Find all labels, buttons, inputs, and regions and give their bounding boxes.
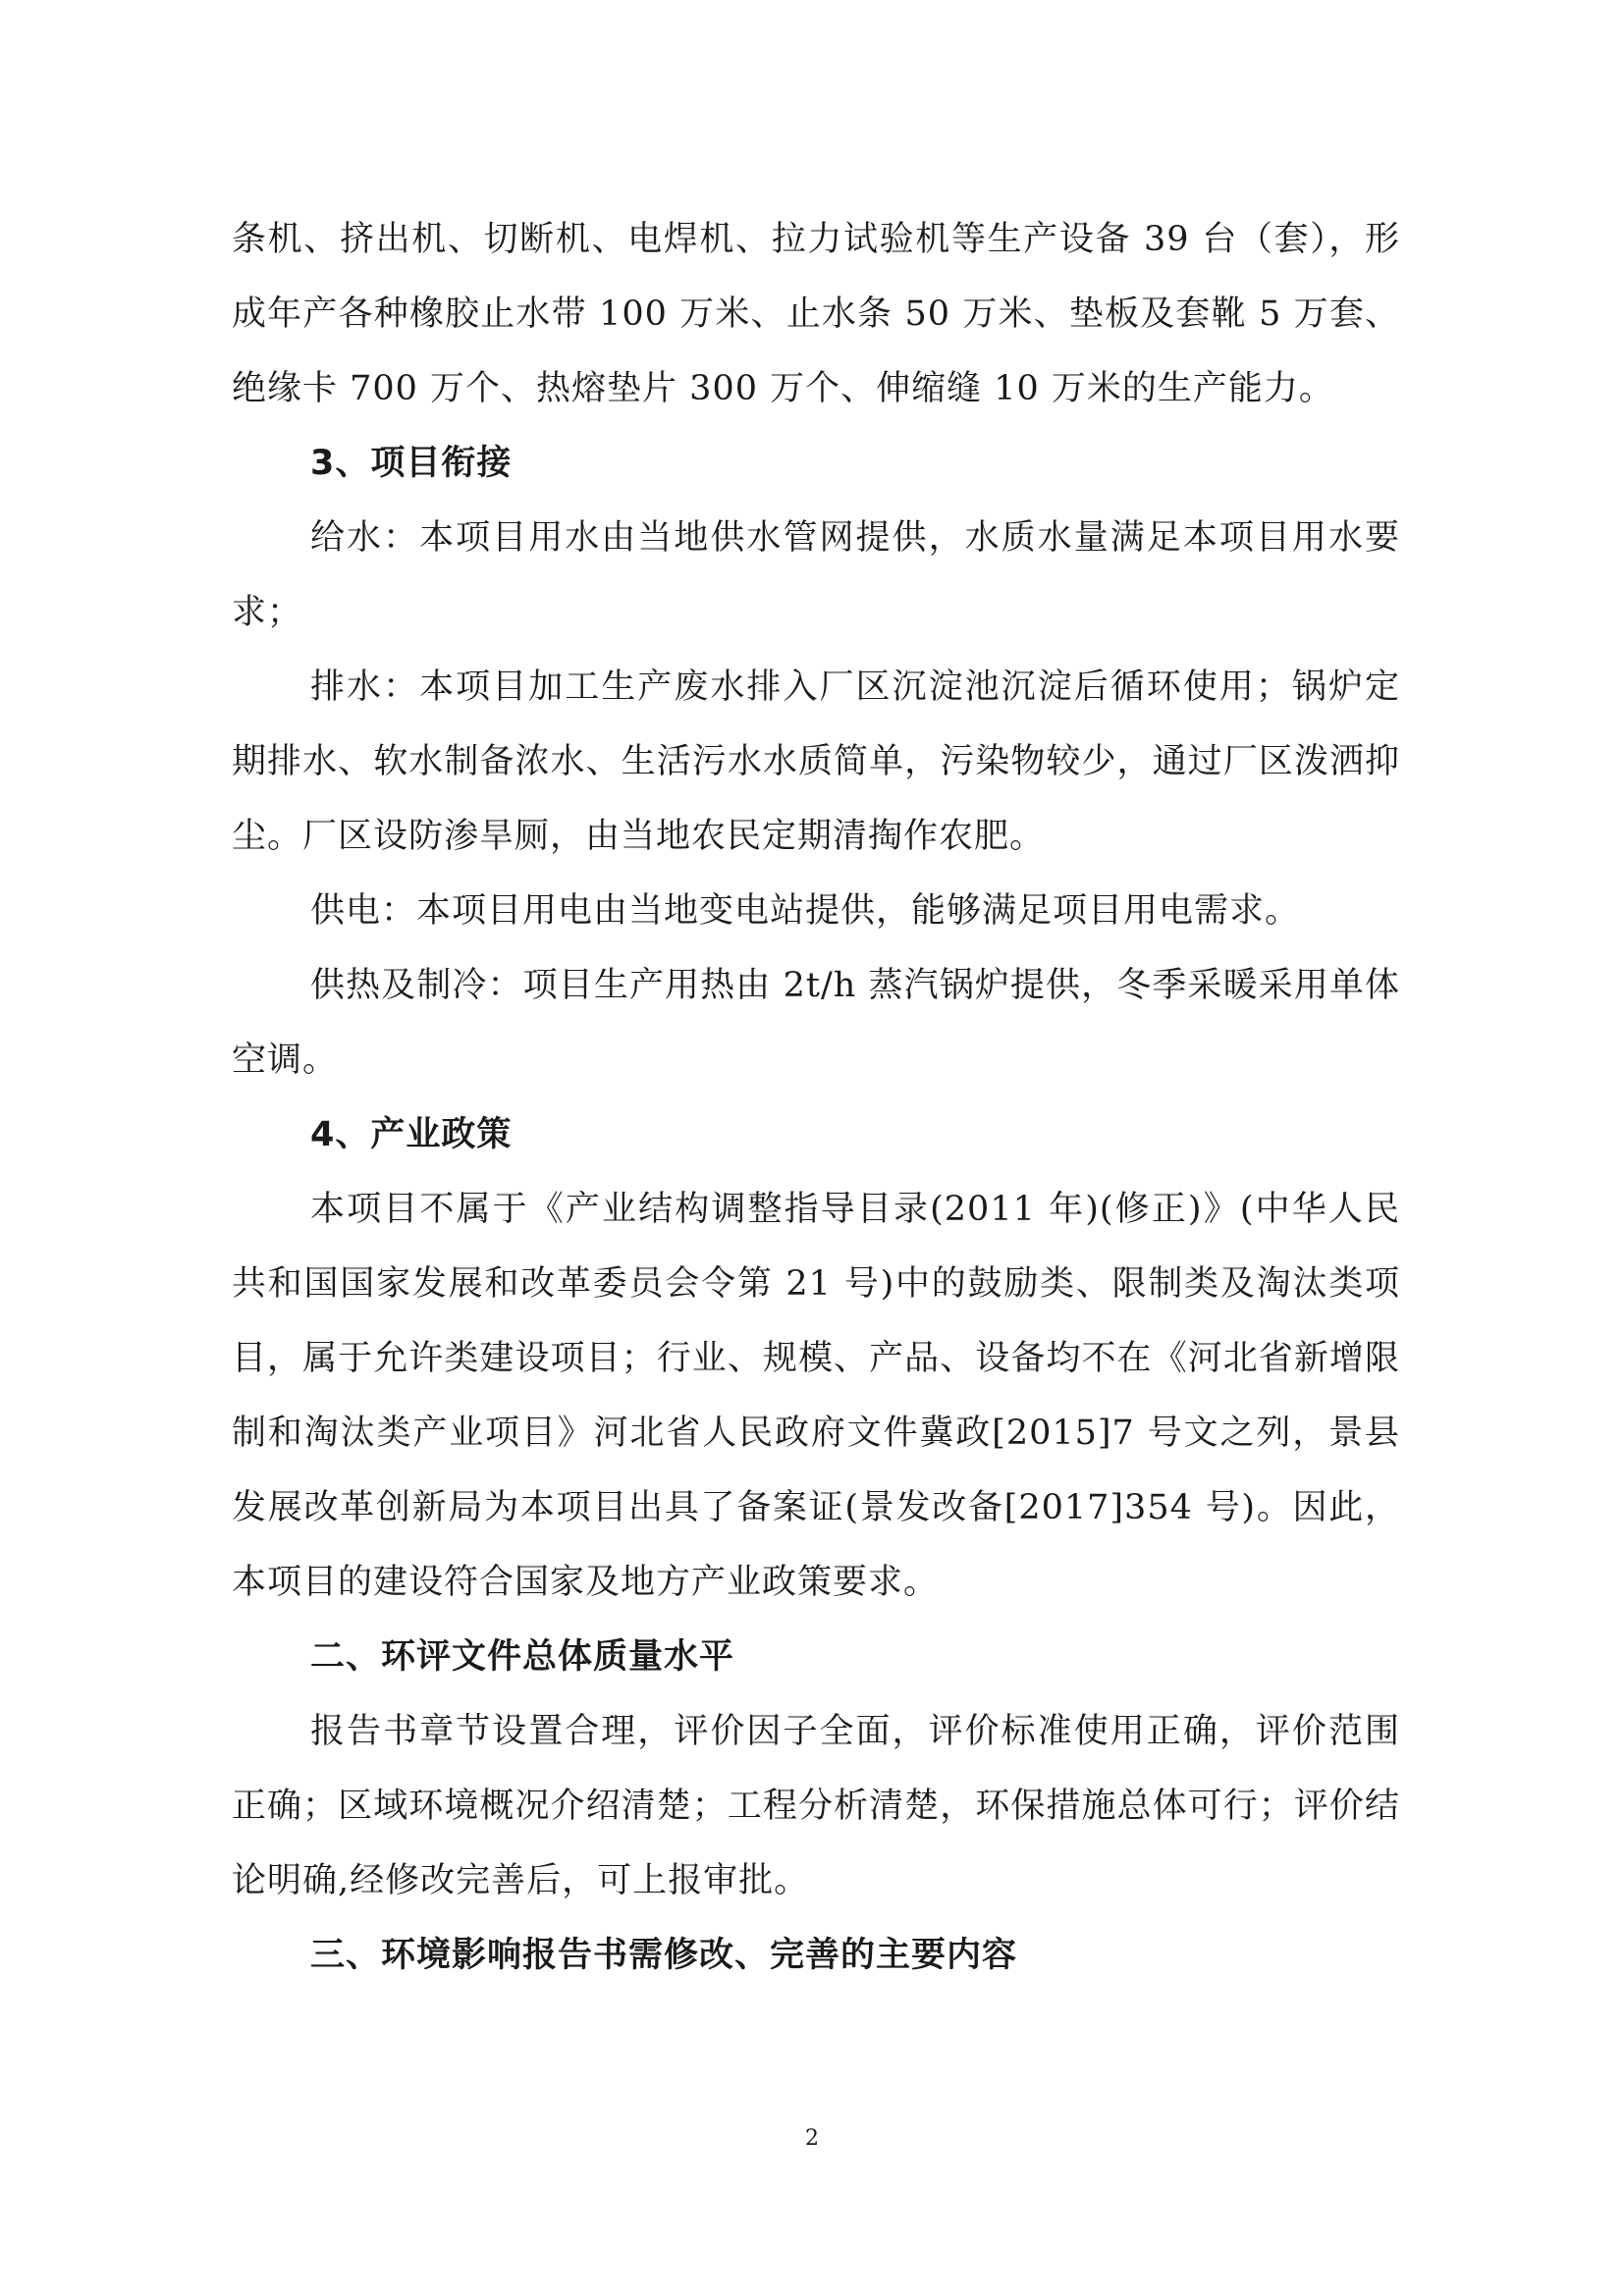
paragraph-drainage: 排水：本项目加工生产废水排入厂区沉淀池沉淀后循环使用；锅炉定期排水、软水制备浓水、生活污水水质简单，污染物较少，通过厂区泼洒抑尘。厂区设防渗旱厕，由当地农民定期清掏作农肥。 <box>232 667 1400 856</box>
paragraph-heating-cooling: 供热及制冷：项目生产用热由 2t/h 蒸汽锅炉提供，冬季采暖采用单体空调。 <box>232 966 1400 1080</box>
paragraph-power-supply: 供电：本项目用电由当地变电站提供，能够满足项目用电需求。 <box>310 891 1301 931</box>
paragraph-water-supply: 给水：本项目用水由当地供水管网提供，水质水量满足本项目用水要求； <box>232 518 1400 632</box>
paragraph-policy-compliance: 本项目不属于《产业结构调整指导目录(2011 年)(修正)》(中华人民共和国国家发展和改革委员会令第 21 号)中的鼓励类、限制类及淘汰类项目，属于允许类建设项目；行业、规模、产品、设备均不在《河北省新增限制和淘汰类产业项目》河北省人民政府文件冀政[2015]7 号文之列，景县发展改革创新局为本项目出具了备案证(景发改备[2017]354 号)。因此，本项目的建设符合国家及地方产业政策要求。 <box>232 1190 1400 1602</box>
page-number: 2 <box>805 2126 819 2151</box>
heading-revisions-needed: 三、环境影响报告书需修改、完善的主要内容 <box>310 1936 1018 1975</box>
paragraph-equipment-capacity: 条机、挤出机、切断机、电焊机、拉力试验机等生产设备 39 台（套），形成年产各种橡胶止水带 100 万米、止水条 50 万米、垫板及套靴 5 万套、绝缘卡 700 万个、热熔垫片 300 万个、伸缩缝 10 万米的生产能力。 <box>232 220 1400 408</box>
heading-industrial-policy: 4、产业政策 <box>310 1115 513 1154</box>
heading-quality-level: 二、环评文件总体质量水平 <box>310 1637 735 1677</box>
paragraph-quality-assessment: 报告书章节设置合理，评价因子全面，评价标准使用正确，评价范围正确；区域环境概况介绍清楚；工程分析清楚，环保措施总体可行；评价结论明确,经修改完善后，可上报审批。 <box>232 1712 1400 1900</box>
heading-project-connection: 3、项目衔接 <box>310 444 513 483</box>
document-body <box>232 202 1400 1993</box>
